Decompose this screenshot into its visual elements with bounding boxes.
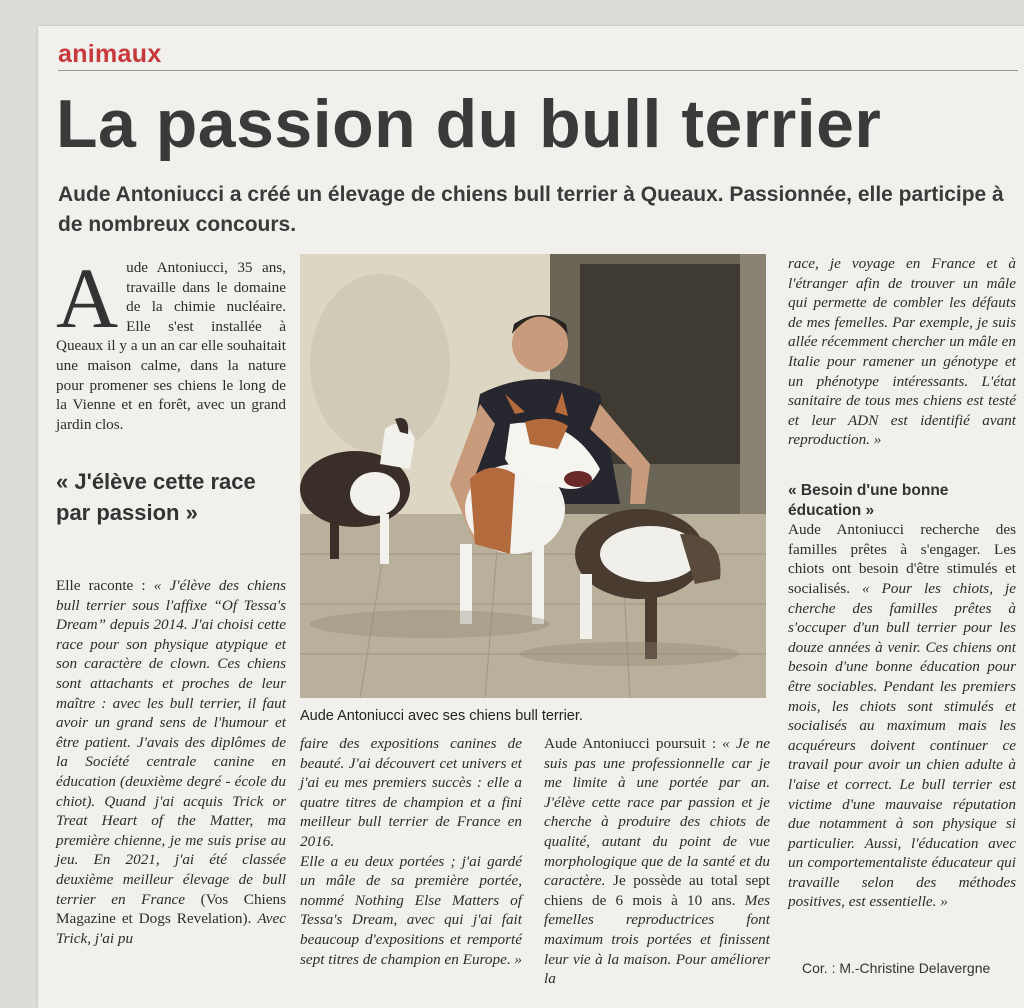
drop-cap: A: [56, 250, 119, 346]
section-rule: [58, 70, 1018, 71]
col3-lead: Aude Antoniucci poursuit :: [544, 735, 723, 752]
intro-text: ude Antoniucci, 35 ans, travaille dans le domaine de la chimie nucléaire. Elle s'est installée à Queaux il y a un an car elle souhaitait une maison calme, dans la nature pour promener ses chiens le long de la Vienne et en forêt, avec un grand jardin clos.: [56, 259, 286, 433]
column-1-intro: [56, 250, 286, 434]
body-plain: (Vos Chiens Magazine et Dogs Revelation).: [56, 890, 287, 928]
column-2: [300, 734, 522, 969]
body-tail: Avec Trick, j'ai pu: [56, 910, 286, 947]
column-3: [544, 734, 770, 989]
col2-paragraph-2: Elle a eu deux portées ; j'ai gardé un mâle de sa première portée, nommé Nothing Else Matters of Tessa's Dream, avec qui j'ai fait beaucoup d'expositions et remporté sept titres de champion en Europe. »: [300, 852, 523, 968]
col2-paragraph-1: faire des expositions canines de beauté. J'ai découvert cet univers et j'ai eu mes premiers succès : elle a quatre titres de champion et a fini meilleur bull terrier de France en 2016.: [300, 735, 522, 850]
pull-quote-heading: « J'élève cette race par passion »: [56, 469, 256, 525]
lead-paragraph: Aude Antoniucci a créé un élevage de chiens bull terrier à Queaux. Passionnée, elle participe à de nombreux concours.: [58, 183, 1004, 236]
col4-plain: Aude Antoniucci recherche des familles prêtes à s'engager. Les chiots ont besoin d'être stimulés et socialisés.: [788, 521, 1016, 597]
headline: La passion du bull terrier: [56, 86, 882, 162]
body-quote: « J'élève des chiens bull terrier sous l'affixe “Of Tessa's Dream” depuis 2014. J'ai choisi cette race pour son physique atypique et son caractère de clown. Ces chiens sont attachants et proches de leur maître : avec les bull terrier, il faut avoir un grand sens de l'humour et être patient. J'avais des diplômes de la Société centrale canine en éducation (deuxième degré - école du chiot). Quand j'ai acquis Trick or Treat Heart of the Matter, ma première chienne, je me suis prise au jeu. En 2021, j'ai été classée deuxième meilleur élevage de bull terrier en France: [56, 577, 286, 908]
col3-plain: Je possède au total sept chiens de 6 mois à 10 ans.: [544, 872, 770, 909]
col4-quote: « Pour les chiots, je cherche des familles prêtes à s'occuper d'un bull terrier pour les douze années à venir. Ces chiens ont besoin d'une bonne éducation pour être sociables. Pendant les premiers mois, les chiots sont stimulés et socialisés au maximum mais les acquéreurs doivent continuer ce travail pour avoir un chien adulte à l'aise et correct. Le bull terrier est victime d'une mauvaise réputation due notamment à son physique si particulier. Aussi, l'éducation avec un comportementaliste éducateur qui travaille selon des méthodes positives, est essentielle. »: [788, 579, 1016, 911]
col3-quote-1: « Je ne suis pas une professionnelle car je me limite à une portée par an. J'élève cette race par passion et je cherche à produire des chiots de qualité, autant du point de vue morphologique que de la santé et du caractère.: [544, 735, 770, 890]
correspondent-credit: Cor. : M.-Christine Delavergne: [802, 960, 991, 976]
col4-top-text: race, je voyage en France et à l'étranger afin de trouver un mâle qui permette de combler les défauts de mes femelles. Par exemple, je suis allée récemment chercher un mâle en Italie pour ramener un génotype et un phénotype intéressants. L'état sanitaire de tous mes chiens est testé et leur ADN est identifié avant reproduction. »: [788, 255, 1016, 449]
col3-quote-2: Mes femelles reproductrices font maximum trois portées et finissent leur vie à la maison. Pour améliorer la: [544, 891, 770, 988]
body-lead: Elle raconte :: [56, 577, 154, 594]
subheading-education: « Besoin d'une bonne éducation »: [788, 482, 949, 519]
column-1-body: [56, 576, 286, 948]
column-4-top: [788, 254, 1016, 450]
photo-caption: Aude Antoniucci avec ses chiens bull terrier.: [300, 708, 583, 724]
article-photo: [300, 254, 766, 698]
newspaper-page: [38, 26, 1024, 1008]
section-label: animaux: [58, 40, 162, 68]
photo-illustration: [300, 254, 766, 698]
column-4-bottom: [788, 481, 1016, 912]
